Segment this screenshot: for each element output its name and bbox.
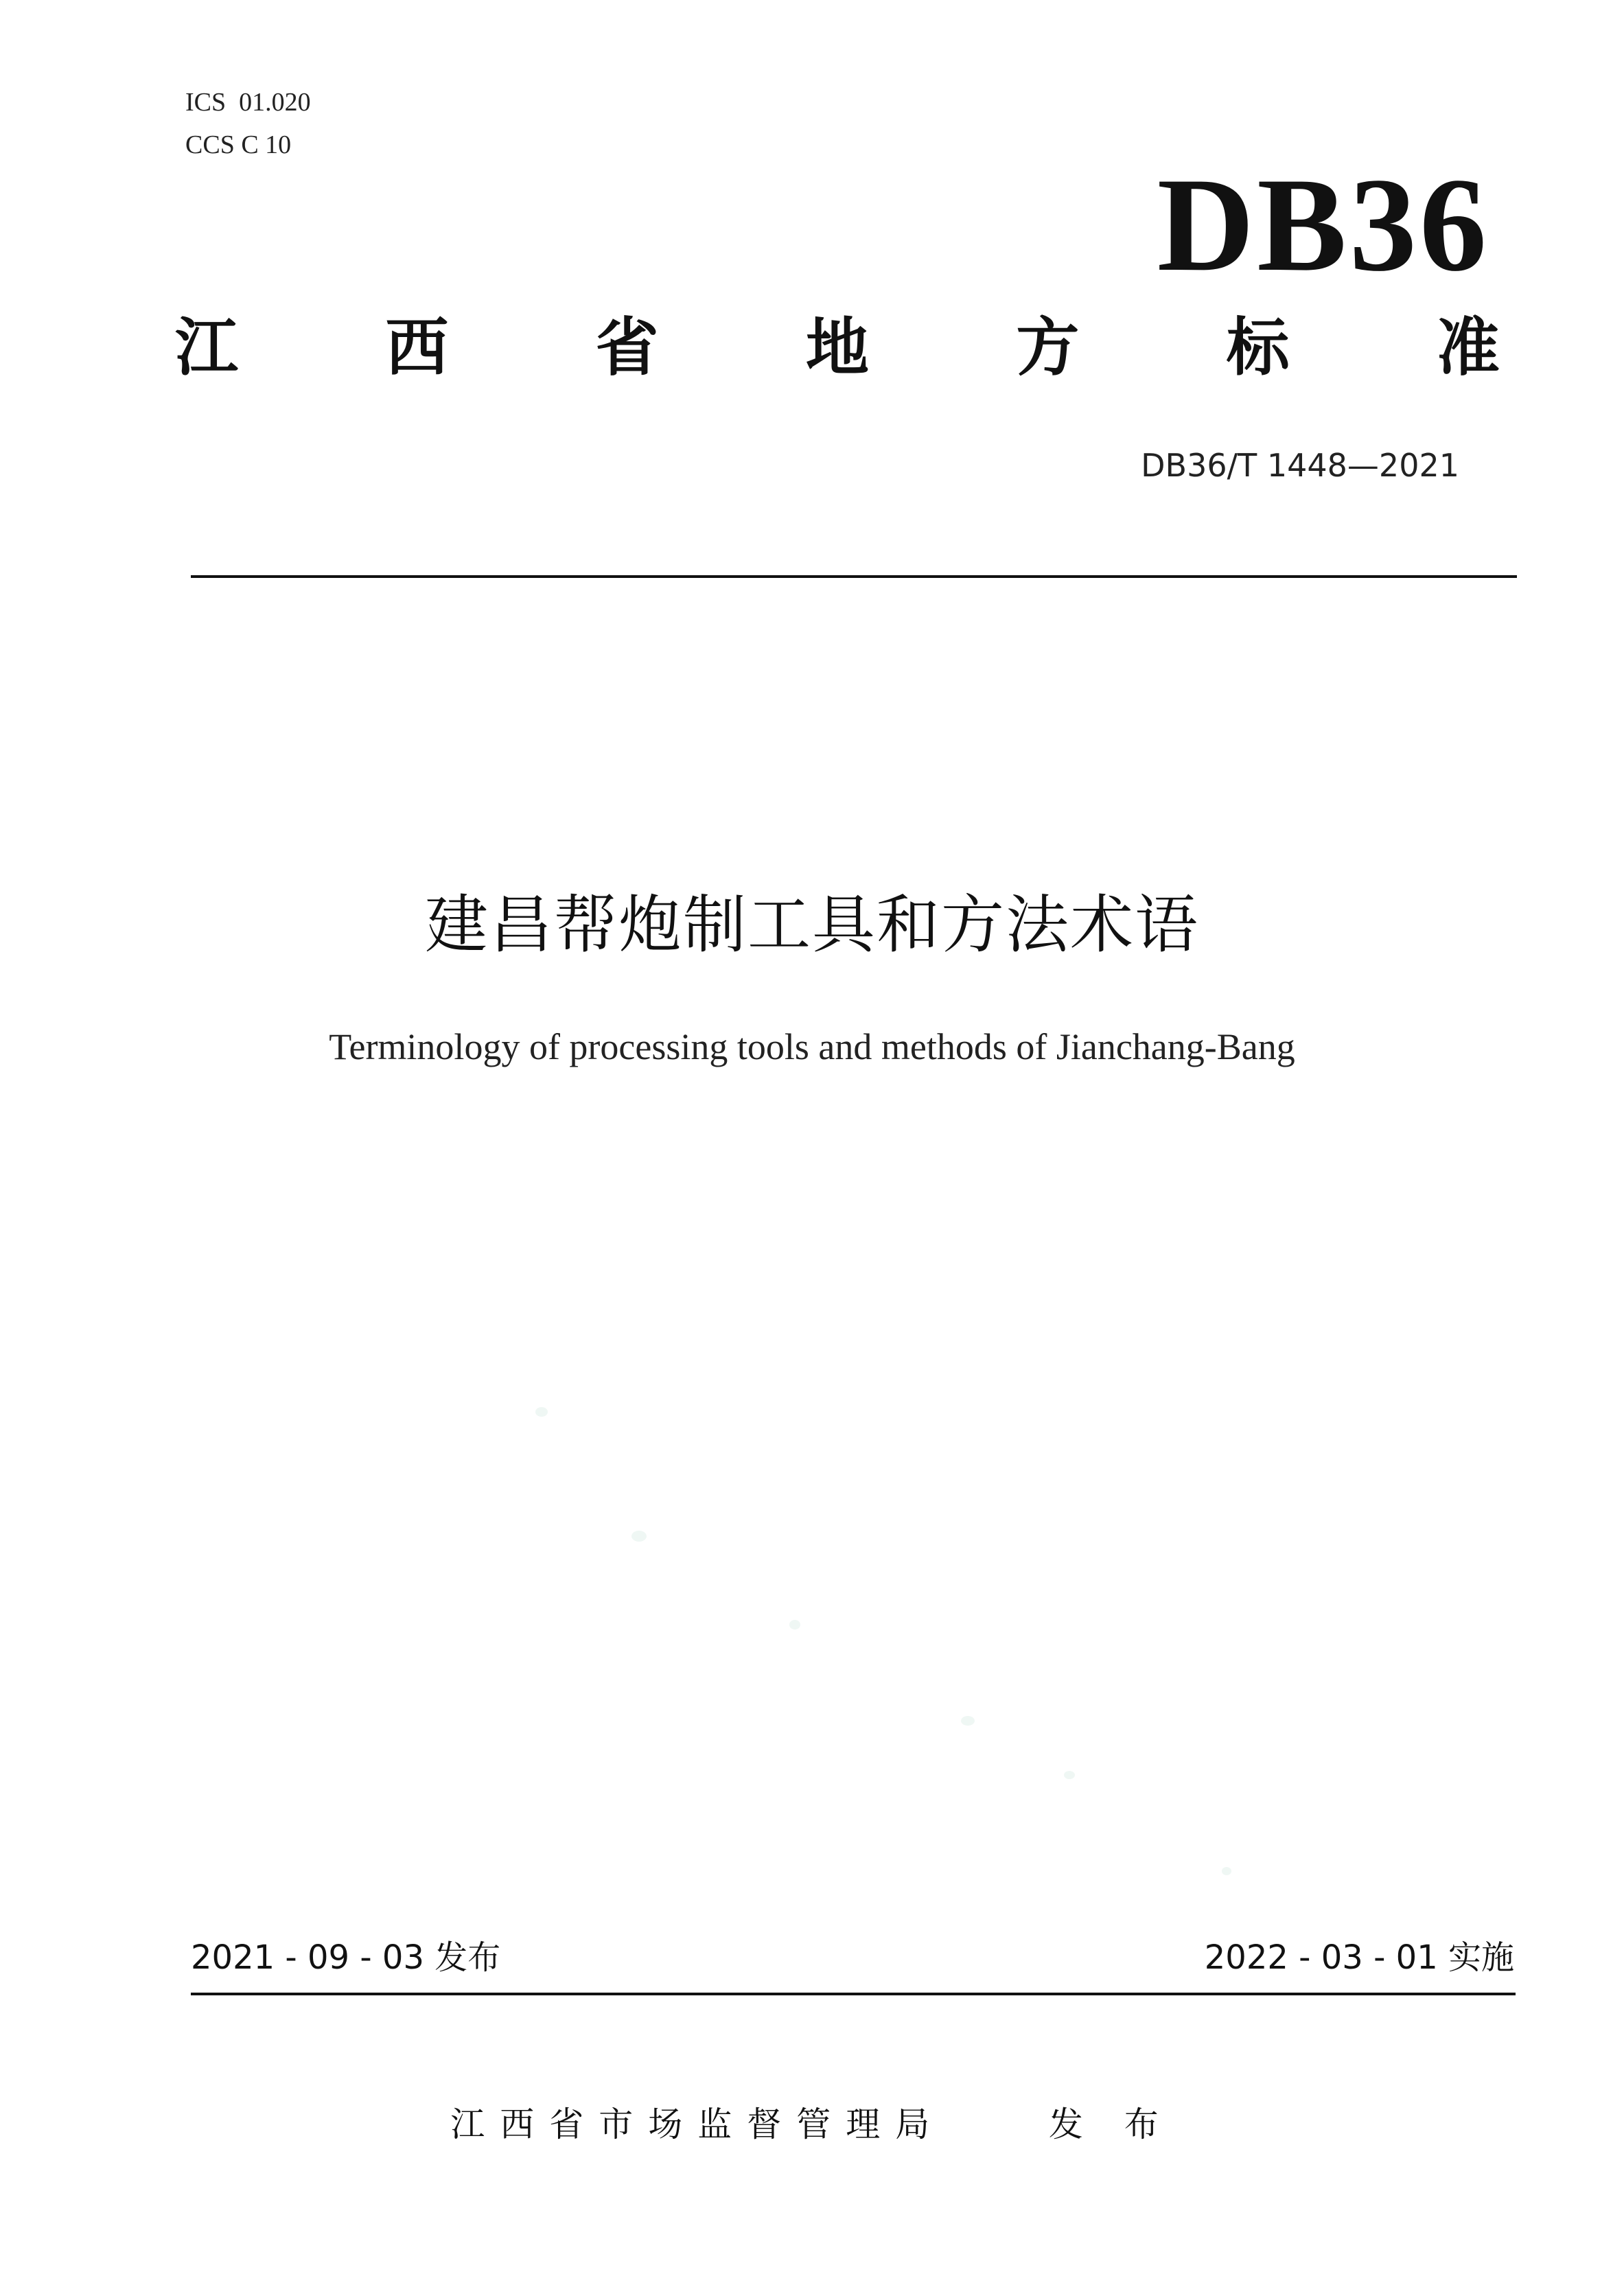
standard-type-char: 准 — [1436, 311, 1500, 384]
scan-speckle — [631, 1531, 647, 1542]
classification-codes — [185, 81, 311, 166]
scan-speckle — [1222, 1867, 1231, 1875]
header-divider — [191, 575, 1517, 578]
scan-speckle — [789, 1620, 800, 1630]
scan-speckle — [961, 1716, 975, 1726]
ics-code: ICS 01.020 — [185, 88, 311, 117]
title-english: Terminology of processing tools and methods of Jianchang-Bang — [329, 1026, 1295, 1067]
implementation-date: 2022 - 03 - 01 实施 — [1204, 1938, 1514, 1977]
standard-type-char: 省 — [595, 311, 659, 384]
ccs-code: CCS C 10 — [185, 130, 292, 159]
footer-divider — [191, 1993, 1516, 1995]
standard-type-char: 地 — [805, 311, 869, 384]
scan-speckle — [1064, 1771, 1075, 1779]
standard-type-char: 江 — [175, 311, 239, 384]
title-chinese: 建昌帮炮制工具和方法术语 — [424, 888, 1199, 962]
scan-speckle — [535, 1407, 548, 1417]
standard-number: DB36/T 1448—2021 — [1141, 447, 1459, 484]
standard-type-heading — [175, 310, 1500, 386]
standard-type-char: 方 — [1016, 311, 1080, 384]
publisher: 江西省市场监督管理局 发 布 — [450, 2104, 1174, 2144]
issue-date: 2021 - 09 - 03 发布 — [191, 1938, 501, 1977]
db-logo: DB36 — [1157, 150, 1489, 299]
standard-type-char: 标 — [1226, 311, 1290, 384]
standard-type-char: 西 — [385, 311, 449, 384]
